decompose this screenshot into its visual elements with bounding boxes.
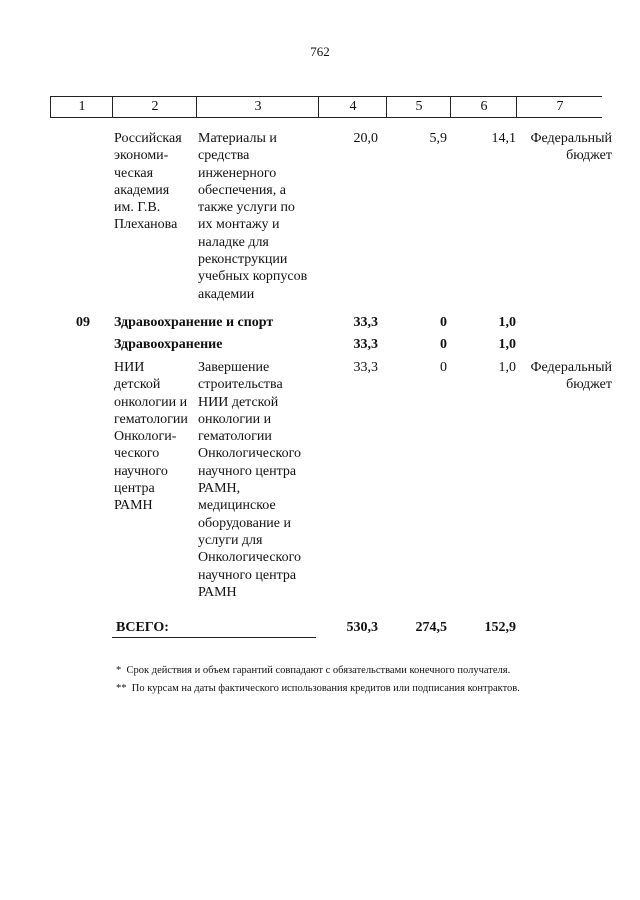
section-col4: 33,3 xyxy=(353,315,378,330)
footnote-2-mark: ** xyxy=(116,683,127,694)
row1-purpose: Материалы и средства инженерного обеспечения, а также услуги по их монтажу и наладке для реконструкции учебных корпусов академии xyxy=(198,131,308,302)
section-col6: 1,0 xyxy=(498,315,516,330)
footnote-2 xyxy=(116,682,520,696)
total-label: ВСЕГО: xyxy=(116,620,169,635)
page-number: 762 xyxy=(310,44,330,59)
total-col6: 152,9 xyxy=(484,620,516,635)
footnote-1-text: Срок действия и объем гарантий совпадают с обязательствами конечного получателя. xyxy=(126,665,511,676)
subsection-title: Здравоохранение xyxy=(114,337,223,352)
row2-funding: Федеральный бюджет xyxy=(530,360,612,393)
header-col-1: 1 xyxy=(50,97,113,117)
subsection-col5: 0 xyxy=(440,337,447,352)
footnote-2-text: По курсам на даты фактического использования кредитов или подписания контрактов. xyxy=(131,683,520,694)
table-header xyxy=(50,96,602,118)
row2-purpose: Завершение строительства НИИ детской онкологии и гематологии Онкологического научного центра РАМН, медицинское оборудование и услуги для Онкологического научного центра РАМН xyxy=(198,360,302,600)
section-title: Здравоохранение и спорт xyxy=(114,315,274,330)
total-col4: 530,3 xyxy=(346,620,378,635)
row2-col6: 1,0 xyxy=(498,360,516,375)
section-col5: 0 xyxy=(440,315,447,330)
header-col-4: 4 xyxy=(318,97,387,117)
total-underline xyxy=(112,637,316,638)
row2-recipient: НИИ детской онкологии и гематологии Онкологи- ческого научного центра РАМН xyxy=(114,360,188,514)
row1-recipient: Российская экономи- ческая академия им. Г.В. Плеханова xyxy=(114,131,182,233)
row1-col4: 20,0 xyxy=(353,131,378,146)
section-code: 09 xyxy=(76,315,90,330)
row1-col6: 14,1 xyxy=(491,131,516,146)
row2-col4: 33,3 xyxy=(353,360,378,375)
row1-col5: 5,9 xyxy=(429,131,447,146)
total-col5: 274,5 xyxy=(415,620,447,635)
footnote-1 xyxy=(116,664,510,678)
subsection-col4: 33,3 xyxy=(353,337,378,352)
header-col-3: 3 xyxy=(196,97,319,117)
header-col-7: 7 xyxy=(516,97,603,117)
header-col-2: 2 xyxy=(112,97,197,117)
header-col-6: 6 xyxy=(450,97,517,117)
row1-funding: Федеральный бюджет xyxy=(530,131,612,164)
subsection-col6: 1,0 xyxy=(498,337,516,352)
header-col-5: 5 xyxy=(386,97,451,117)
footnote-1-mark: * xyxy=(116,665,122,676)
row2-col5: 0 xyxy=(440,360,447,375)
